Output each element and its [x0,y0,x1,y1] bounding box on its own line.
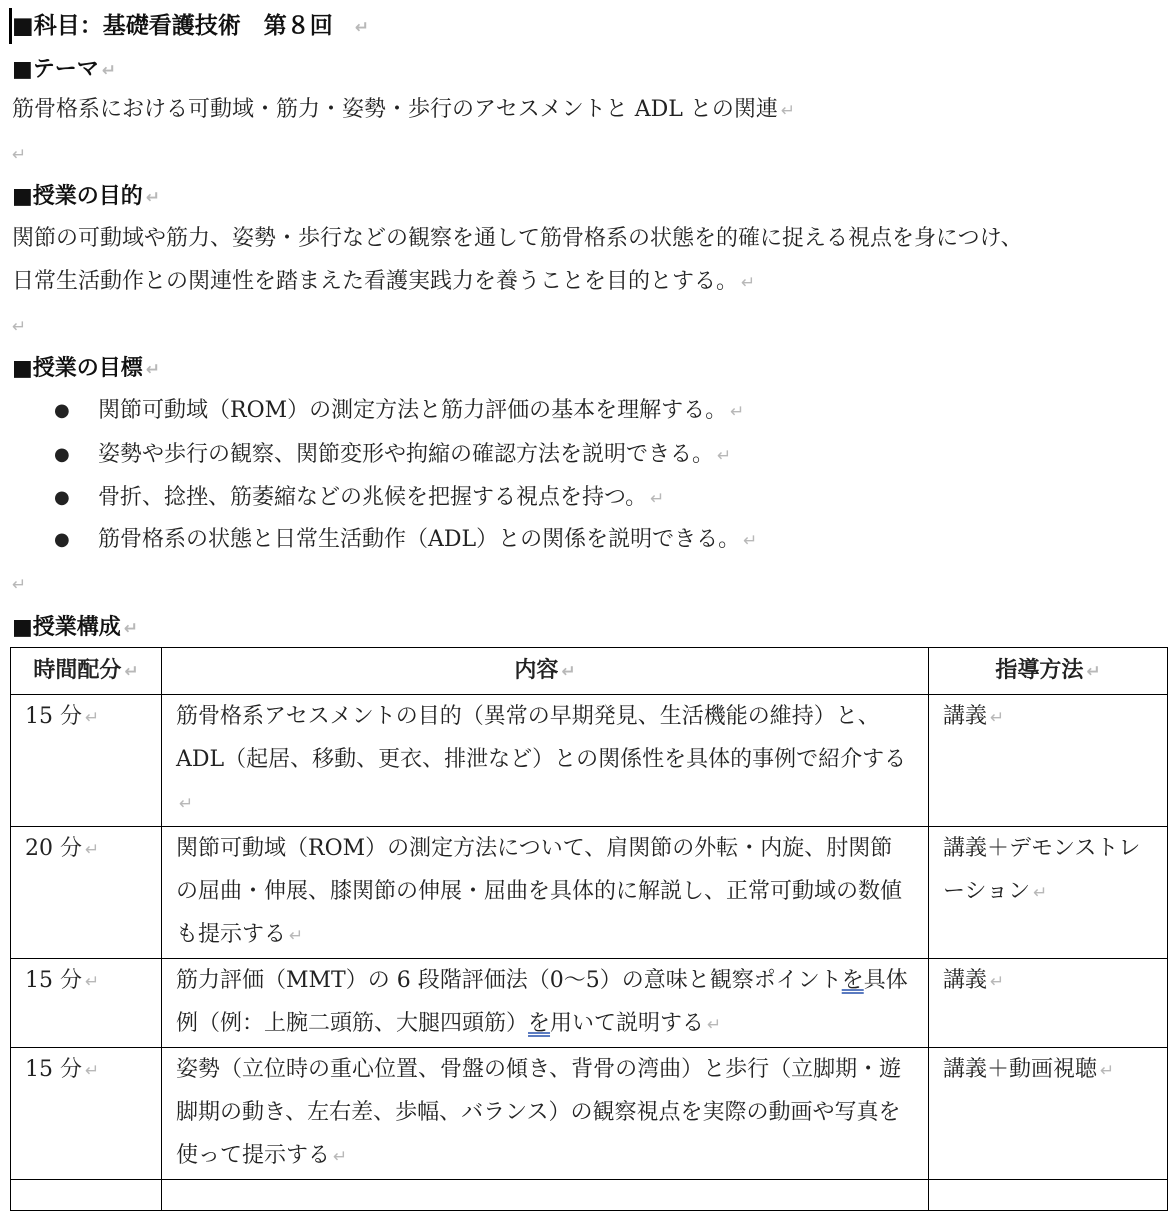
content-cell: 筋骨格系アセスメントの目的（異常の早期発見、生活機能の維持）と、ADL（起居、移動、更衣、排泄など）との関係性を具体的事例で紹介する↵ [162,695,929,827]
empty-paragraph: ↵ [12,145,27,165]
table-row [11,959,1168,1048]
theme-heading: ■テーマ ↵ [12,56,117,82]
table-header-row [11,648,1168,695]
grammar-flag[interactable]: を [841,968,864,993]
empty-paragraph: ↵ [12,575,27,595]
goal-item: 姿勢や歩行の観察、関節変形や拘縮の確認方法を説明できる。 ↵ [98,442,732,467]
method-cell: 講義＋デモンストレーション ↵ [929,827,1168,959]
time-cell: 15 分 ↵ [11,959,162,1048]
bullet-icon: ● [54,400,70,421]
table-row [11,827,1168,959]
goals-heading: ■授業の目標 ↵ [12,355,161,381]
table-row [11,695,1168,827]
table-row [11,1180,1168,1211]
time-cell: 15 分 ↵ [11,695,162,827]
grammar-flag[interactable]: を [528,1011,551,1036]
content-cell: 関節可動域（ROM）の測定方法について、肩関節の外転・内旋、肘関節の屈曲・伸展、膝関節の伸展・屈曲を具体的に解説し、正常可動域の数値も提示する ↵ [162,827,929,959]
purpose-text-line1: 関節の可動域や筋力、姿勢・歩行などの観察を通して筋骨格系の状態を的確に捉える視点を身につけ、 [12,226,1023,251]
column-header-method: 指導方法 ↵ [929,648,1168,695]
course-structure-table [10,647,1168,1211]
time-cell: 20 分 ↵ [11,827,162,959]
method-cell: 講義 ↵ [929,959,1168,1048]
column-header-content: 内容 ↵ [162,648,929,695]
column-header-time: 時間配分 ↵ [11,648,162,695]
bullet-icon: ● [54,529,70,550]
content-cell: 姿勢（立位時の重心位置、骨盤の傾き、背骨の湾曲）と歩行（立脚期・遊脚期の動き、左右差、歩幅、バランス）の観察視点を実際の動画や写真を使って提示する ↵ [162,1048,929,1180]
empty-paragraph: ↵ [12,317,27,337]
goal-item: 関節可動域（ROM）の測定方法と筋力評価の基本を理解する。 ↵ [98,398,745,423]
purpose-text-line2: 日常生活動作との関連性を踏まえた看護実践力を養うことを目的とする。 ↵ [12,269,756,294]
goal-item: 骨折、捻挫、筋萎縮などの兆候を把握する視点を持つ。 ↵ [98,485,665,510]
time-cell: 15 分 ↵ [11,1048,162,1180]
theme-text: 筋骨格系における可動域・筋力・姿勢・歩行のアセスメントと ADL との関連 ↵ [12,97,796,122]
method-cell [929,1180,1168,1211]
table-row [11,1048,1168,1180]
method-cell: 講義＋動画視聴 ↵ [929,1048,1168,1180]
time-cell [11,1180,162,1211]
structure-heading: ■授業構成 ↵ [12,614,139,640]
content-cell: 筋力評価（MMT）の 6 段階評価法（0〜5）の意味と観察ポイントを具体例（例：上腕二頭筋、大腿四頭筋）を用いて説明する ↵ [162,959,929,1048]
bullet-icon: ● [54,444,70,465]
method-cell: 講義 ↵ [929,695,1168,827]
content-cell [162,1180,929,1211]
document-title: ■科目：基礎看護技術 第８回 ↵ [12,12,369,39]
purpose-heading: ■授業の目的 ↵ [12,183,161,209]
bullet-icon: ● [54,487,70,508]
goal-item: 筋骨格系の状態と日常生活動作（ADL）との関係を説明できる。 ↵ [98,527,758,552]
